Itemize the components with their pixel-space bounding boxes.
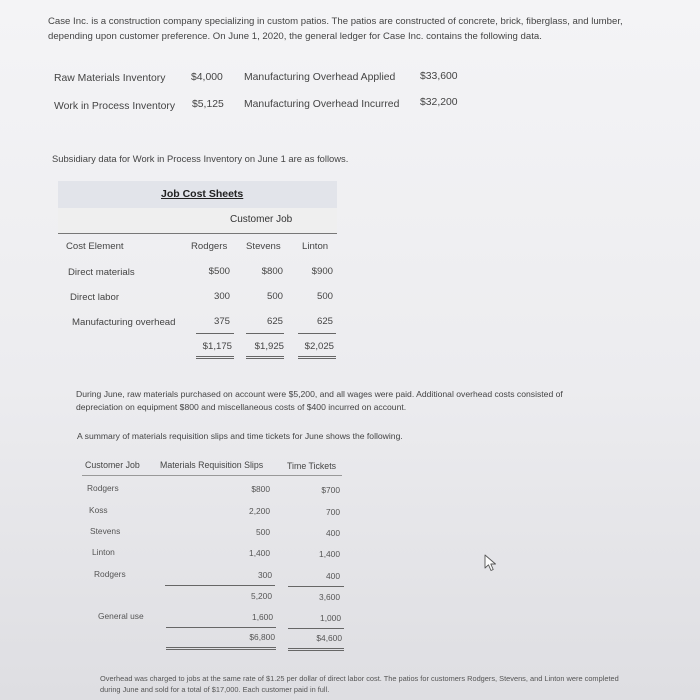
col-header-linton: Linton: [302, 241, 329, 252]
double-rule-rodgers-1: [196, 356, 234, 357]
stevens-manufacturing-overhead: 625: [266, 316, 283, 327]
job-cost-title: Job Cost Sheets: [161, 188, 244, 200]
req-row-4-time: 1,400: [319, 549, 340, 559]
general-use-materials: 1,600: [252, 612, 273, 622]
raw-materials-label: Raw Materials Inventory: [54, 73, 166, 84]
rodgers-total: $1,175: [202, 341, 232, 352]
moh-applied-label: Manufacturing Overhead Applied: [244, 72, 396, 83]
rodgers-manufacturing-overhead: 375: [213, 316, 230, 327]
req-row-1-materials: $800: [251, 484, 270, 494]
time-total: $4,600: [316, 633, 342, 643]
mouse-cursor-icon: [484, 554, 498, 572]
wip-inventory-value: $5,125: [192, 99, 224, 110]
row-label-direct-materials: Direct materials: [68, 267, 135, 278]
moh-applied-value: $33,600: [420, 71, 458, 82]
materials-double-rule-2: [166, 649, 276, 650]
rodgers-direct-labor: 300: [213, 291, 230, 302]
stevens-total: $1,925: [254, 341, 284, 352]
req-row-4-job: Linton: [92, 547, 115, 557]
customer-job-header: Customer Job: [230, 214, 293, 225]
time-double-rule-2: [288, 650, 344, 651]
materials-subtotal: 5,200: [251, 591, 272, 601]
linton-total: $2,025: [304, 341, 334, 352]
time-subtotal: 3,600: [319, 592, 340, 602]
req-row-2-time: 700: [326, 507, 340, 517]
general-use-label: General use: [98, 611, 144, 621]
materials-total: $6,800: [249, 632, 275, 642]
req-row-5-materials: 300: [258, 570, 272, 580]
double-rule-rodgers-2: [196, 358, 234, 359]
double-rule-stevens-2: [246, 358, 284, 359]
linton-direct-materials: $900: [311, 266, 333, 277]
req-row-5-job: Rodgers: [94, 569, 126, 579]
total-rule-rodgers: [196, 333, 234, 334]
general-use-time: 1,000: [320, 613, 341, 623]
time-double-rule-1: [288, 648, 344, 649]
time-tickets-col-header: Time Tickets: [287, 461, 337, 471]
rodgers-direct-materials: $500: [208, 266, 230, 277]
time-total-rule: [288, 628, 344, 629]
materials-double-rule-1: [166, 647, 276, 648]
time-subtotal-rule: [288, 586, 344, 587]
materials-subtotal-rule: [165, 585, 275, 586]
subsidiary-data-text: Subsidiary data for Work in Process Inventory on June 1 are as follows.: [52, 153, 349, 164]
total-rule-stevens: [246, 333, 284, 334]
req-row-1-time: $700: [321, 485, 340, 495]
summary-intro-text: A summary of materials requisition slips and time tickets for June shows the following.: [77, 431, 403, 441]
req-row-5-time: 400: [326, 571, 340, 581]
wip-inventory-label: Work in Process Inventory: [54, 101, 176, 112]
june-transactions-paragraph: During June, raw materials purchased on account were $5,200, and all wages were paid. Additional overhead costs consisted of depreciation on equipment $800 and miscellaneous costs of $400 incurred on account.: [76, 389, 563, 412]
double-rule-stevens-1: [246, 356, 284, 357]
customer-job-bar: [58, 208, 337, 233]
row-label-manufacturing-overhead: Manufacturing overhead: [72, 317, 176, 328]
req-row-3-time: 400: [326, 528, 340, 538]
req-row-3-materials: 500: [256, 527, 270, 537]
customer-job-col-header: Customer Job: [85, 460, 140, 470]
moh-incurred-value: $32,200: [420, 97, 458, 108]
linton-direct-labor: 500: [316, 291, 333, 302]
col-header-stevens: Stevens: [246, 241, 281, 252]
req-row-1-job: Rodgers: [87, 483, 119, 493]
req-row-2-materials: 2,200: [249, 506, 270, 516]
overhead-footer-paragraph: Overhead was charged to jobs at the same rate of $1.25 per dollar of direct labor cost. The patios for customers Rodgers, Stevens, and Linton were completed during June and sold for a total of $17,000. Each customer paid in full.: [100, 674, 619, 694]
linton-manufacturing-overhead: 625: [316, 316, 333, 327]
materials-total-rule: [166, 627, 276, 628]
req-row-3-job: Stevens: [90, 526, 121, 536]
stevens-direct-labor: 500: [266, 291, 283, 302]
req-row-4-materials: 1,400: [249, 548, 270, 558]
row-label-direct-labor: Direct labor: [70, 292, 120, 303]
intro-paragraph: Case Inc. is a construction company specializing in custom patios. The patios are constructed of concrete, brick, fiberglass, and lumber, depending upon customer preference. On June 1, 2020, the general ledger for Case Inc. contains the following data.: [48, 16, 623, 42]
cost-element-header: Cost Element: [66, 241, 124, 252]
stevens-direct-materials: $800: [261, 266, 283, 277]
req-row-2-job: Koss: [89, 505, 108, 515]
total-rule-linton: [298, 333, 336, 334]
col-header-rodgers: Rodgers: [191, 241, 228, 252]
job-cost-divider: [58, 233, 337, 234]
raw-materials-value: $4,000: [191, 72, 223, 83]
double-rule-linton-2: [298, 358, 336, 359]
materials-slips-col-header: Materials Requisition Slips: [160, 460, 264, 470]
requisition-header-rule: [82, 475, 342, 476]
moh-incurred-label: Manufacturing Overhead Incurred: [244, 99, 400, 110]
double-rule-linton-1: [298, 356, 336, 357]
